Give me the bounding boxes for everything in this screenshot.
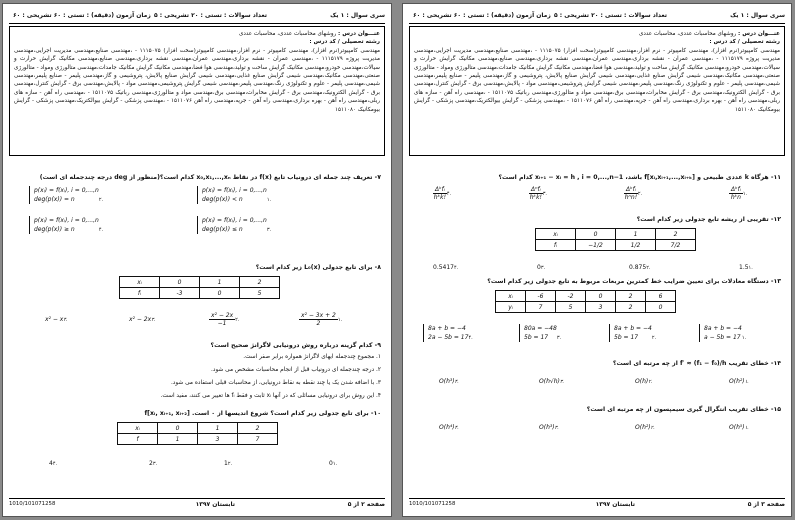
q15-option-1[interactable]: O(h⁵)۱. — [729, 424, 749, 431]
series-label: سری سوال : ۱ یک — [330, 12, 385, 19]
q7-option-4[interactable]: p(xᵢ) = f(xᵢ), i = 0,...,n deg(p(x)) ≥ n ۴. — [29, 216, 106, 234]
table-row: fᵢ -3 0 5 — [120, 288, 280, 299]
q15-option-2[interactable]: O(h²)۲. — [635, 424, 655, 431]
q11-option-2[interactable]: $\frac{\text{Δᵏfᵢ}}{\text{hⁿn!}}$ ۲. — [624, 186, 643, 201]
question-13: ۱۳- دستگاه معادلات برای تعیین ضرایب خط کمترین مربعات مربوط به تابع جدولی زیر کدام است؟ — [487, 278, 781, 285]
page-number: صفحه ۳ از ۵ — [747, 501, 785, 508]
question-7: ۷- تعریف چند جمله ای درونیاب تابع f(x) در نقاط x₀,x₁,...,xₙ کدام است؟(منظور از deg درجه چندجمله ای است) — [39, 174, 381, 181]
q13-option-2[interactable]: 8a + b = −4 5b = 17 ۲. — [609, 324, 659, 342]
q12-option-4[interactable]: 0.5417۴. — [433, 264, 459, 271]
q12-table — [535, 228, 696, 251]
table-row: xᵢ 0 1 2 — [118, 423, 278, 434]
q10-option-2[interactable]: 1۲. — [224, 460, 233, 467]
q13-option-4[interactable]: 8a + b = −4 2a − 5b = 17۴. — [423, 324, 476, 342]
exam-page-left — [2, 3, 392, 517]
page-header — [9, 12, 385, 24]
series-label: سری سوال : ۱ یک — [730, 12, 785, 19]
table-row: xᵢ -6 -2 0 2 6 — [496, 291, 676, 302]
questions-area — [9, 174, 385, 494]
field-list: مهندسی کامپیوتر(نرم افزار)، مهندسی کامپیوتر - نرم افزار،مهندسی کامپیوتر(سخت افزار) ۱۱۱۵۰۷۵ - ،مهندسی صنایع،مهندسی مدیریت اجرایی،مهندسی مدیریت پروژه ۱۱۱۵۱۷۹ - ،مهندسی عمران - نقشه برداری،مهندسی عمران،مهندسی نقشه برداری،مهندسی صنایع،مهندسی مکانیک گرایش حرارت و سیالات،مهندسی خودرو،مهندسی مکانیک گرایش ساخت و تولید،مهندسی هوا فضا،مهندسی مکانیک گرایش مکانیک جامدات،مهندسی متالورژی ومواد - متالورژی صنعتی،مهندسی مکانیک،مهندسی شیمی گرایش صنایع غذایی،مهندسی شیمی گرایش صنایع پالایش، پتروشیمی و گاز،مهندسی پلیمر - صنایع پلیمر،مهندسی شیمی،مهندسی پلیمر - علوم و تکنولوژی رنگ،مهندسی پلیمر،مهندسی شیمی گرایش پتروشیمی،مهندسی مواد - پالایش،مهندسی برق - گرایش کنترل،مهندسی برق - گرایش الکترونیک،مهندسی برق - گرایش مخابرات،مهندسی برق،مهندسی مواد و متالورژی،مهندسی رباتیک ۱۵۱۱۰۷۵ - ،مهندسی راه آهن - سازه های ریلی،مهندسی راه آهن - بهره برداری،مهندسی راه آهن - جریه،مهندسی راه آهن ۱۵۱۱۰۷۶ - ،مهندسی پزشکی - گرایش بیوالکتریک،مهندسی پزشکی - گرایش بیومکانیک ۱۵۱۱۰۸۰ — [414, 47, 781, 113]
course-title: روشهای محاسبات عددی، محاسبات عددی — [638, 31, 737, 37]
q10-option-4[interactable]: 4۴. — [49, 460, 58, 467]
question-8: ۸- برای تابع جدولی L₀(x) زیر کدام است؟ — [255, 264, 381, 271]
q9-option-4[interactable]: ۴. این روش برای درونیابی مسائلی که در آنها xᵢ ثابت و فقط fᵢ ها تغییر می کنند، مفید است. — [160, 393, 381, 399]
q13-option-1[interactable]: 8a + b = −4 a − 5b = 17۱. — [699, 324, 749, 342]
q14-option-4[interactable]: O(h³)۴. — [439, 378, 459, 385]
q13-option-3[interactable]: 80a = −48 5b = 17 ۳. — [519, 324, 564, 342]
field-list: مهندسی کامپیوتر(نرم افزار)، مهندسی کامپیوتر - نرم افزار،مهندسی کامپیوتر(سخت افزار) ۱۱۱۵۰۷۵ - ،مهندسی صنایع،مهندسی مدیریت اجرایی،مهندسی مدیریت پروژه ۱۱۱۵۱۷۹ - ،مهندسی عمران - نقشه برداری،مهندسی عمران،مهندسی نقشه برداری،مهندسی صنایع،مهندسی مکانیک گرایش حرارت و سیالات،مهندسی خودرو،مهندسی مکانیک گرایش ساخت و تولید،مهندسی هوا فضا،مهندسی مکانیک گرایش مکانیک جامدات،مهندسی متالورژی ومواد - متالورژی صنعتی،مهندسی مکانیک،مهندسی شیمی گرایش صنایع غذایی،مهندسی شیمی گرایش صنایع پالایش، پتروشیمی و گاز،مهندسی پلیمر - صنایع پلیمر،مهندسی شیمی،مهندسی پلیمر - علوم و تکنولوژی رنگ،مهندسی پلیمر،مهندسی شیمی گرایش پتروشیمی،مهندسی مواد - پالایش،مهندسی برق - گرایش کنترل،مهندسی برق - گرایش الکترونیک،مهندسی برق - گرایش مخابرات،مهندسی برق،مهندسی مواد و متالورژی،مهندسی رباتیک ۱۵۱۱۰۷۵ - ،مهندسی راه آهن - سازه های ریلی،مهندسی راه آهن - بهره برداری،مهندسی راه آهن - جریه،مهندسی راه آهن ۱۵۱۱۰۷۶ - ،مهندسی پزشکی - گرایش بیوالکتریک،مهندسی پزشکی - گرایش بیومکانیک ۱۵۱۱۰۸۰ — [14, 47, 381, 113]
field-label: رشته تحصیلی / کد درس : — [709, 39, 780, 46]
q14-option-2[interactable]: O(h)۲. — [635, 378, 653, 385]
exam-code: 1010/101071258 — [9, 501, 56, 507]
q7-option-2[interactable]: p(xᵢ) = f(xᵢ), i = 0,...,n deg(p(x)) = n ۲. — [29, 186, 106, 204]
table-row: xᵢ 0 1 2 — [120, 277, 280, 288]
course-title: روشهای محاسبات عددی، محاسبات عددی — [238, 31, 337, 37]
course-info — [9, 26, 385, 156]
course-title-label: عنـــوان درس : — [338, 31, 380, 37]
table-row: yᵢ 7 5 3 2 0 — [496, 302, 676, 313]
q9-option-3[interactable]: ۳. با اضافه شدن یک یا چند نقطه به نقاط درونیابی، از محاسبات قبلی استفاده می شود. — [170, 380, 381, 386]
questions-area — [409, 174, 785, 494]
q11-option-1[interactable]: $\frac{\text{Δᵏfᵢ}}{\text{hᵏn}}$ ۱. — [730, 186, 748, 201]
q8-option-3[interactable]: x² − 2x۳. — [129, 316, 156, 323]
exam-time: زمان آزمون (دقیقه) : تستی : ۶۰ تشریحی : ۶۰ — [13, 12, 151, 19]
q12-option-1[interactable]: 1.5۱. — [739, 264, 753, 271]
q8-table — [119, 276, 280, 299]
question-10: ۱۰- برای تابع جدولی زیر کدام است؟ شروع اندیسها از ۰ است. f[xᵢ, xᵢ₊₁, xᵢ₊₂] — [144, 410, 381, 417]
question-12: ۱۲- تقریبی از ریشه تابع جدولی زیر کدام است؟ — [636, 216, 781, 223]
exam-code: 1010/101071258 — [409, 501, 456, 507]
q10-option-1[interactable]: 0۱. — [329, 460, 338, 467]
table-row: fᵢ −1/2 1/2 7/2 — [536, 240, 696, 251]
field-label: رشته تحصیلی / کد درس : — [309, 39, 380, 46]
q7-option-3[interactable]: p(xᵢ) = f(xᵢ), i = 0,...,n deg(p(x)) ≤ n ۳. — [197, 216, 274, 234]
q15-option-3[interactable]: O(h³)۳. — [539, 424, 559, 431]
q8-option-1[interactable]: $\frac{\text{x² − 3x + 2}}{2}$ ۱. — [301, 312, 343, 327]
exam-page-right — [402, 3, 792, 517]
q9-option-1[interactable]: ۱. مجموع چندجمله ایهای لاگرانژ همواره برابر صفر است. — [243, 354, 381, 360]
question-14: ۱۴- خطای تقریب f′ ≈ (f₁ − f₀)/h از چه مرتبه ای است؟ — [612, 360, 781, 367]
q9-option-2[interactable]: ۲. درجه چندجمله ای درونیاب قبل از انجام محاسبات مشخص می شود. — [211, 367, 381, 373]
question-9: ۹- کدام گزینه درباره روش درونیابی لاگرانژ صحیح است؟ — [210, 342, 381, 349]
table-row: f 1 3 7 — [118, 434, 278, 445]
q8-option-4[interactable]: x² − x۴. — [45, 316, 68, 323]
q7-option-1[interactable]: p(xᵢ) = f(xᵢ), i = 0,...,n deg(p(x)) < n ۱. — [197, 186, 274, 204]
page-number: صفحه ۲ از ۵ — [347, 501, 385, 508]
q8-option-2[interactable]: $\frac{\text{x² − 2x}}{-1}$ ۲. — [211, 312, 240, 327]
page-header — [409, 12, 785, 24]
course-title-label: عنـــوان درس : — [738, 31, 780, 37]
q12-option-2[interactable]: 0.875۲. — [629, 264, 651, 271]
page-footer — [9, 498, 385, 510]
question-count: تعداد سوالات : تستی : ۲۰ تشریحی : ۵ — [554, 12, 667, 19]
q13-table — [495, 290, 676, 313]
q10-table — [117, 422, 278, 445]
q11-option-4[interactable]: $\frac{\text{Δᵏfᵢ}}{\text{hᵏk!}}$ ۴. — [433, 186, 452, 201]
question-11: ۱۱- هرگاه k عددی طبیعی و f[xᵢ,xᵢ₊₁,...,xᵢ₊ₖ] باشد، xᵢ₊₁ − xᵢ = h , i = 0,...,n−1 کدام است؟ — [498, 174, 781, 181]
question-count: تعداد سوالات : تستی : ۲۰ تشریحی : ۵ — [154, 12, 267, 19]
q10-option-3[interactable]: 2۳. — [149, 460, 158, 467]
q11-option-3[interactable]: $\frac{\text{Δⁿfᵢ}}{\text{hᵏk!}}$ ۳. — [529, 186, 547, 201]
exam-time: زمان آزمون (دقیقه) : تستی : ۶۰ تشریحی : ۶۰ — [413, 12, 551, 19]
exam-term: تابستان ۱۳۹۷ — [195, 501, 235, 508]
q12-option-3[interactable]: 0۳. — [537, 264, 546, 271]
course-info — [409, 26, 785, 156]
exam-term: تابستان ۱۳۹۷ — [595, 501, 635, 508]
table-row: xᵢ 0 1 2 — [536, 229, 696, 240]
question-15: ۱۵- خطای تقریب انتگرال گیری سیمپسون از چه مرتبه ای است؟ — [586, 406, 781, 413]
q14-option-1[interactable]: O(h²)۱. — [729, 378, 749, 385]
page-footer — [409, 498, 785, 510]
q15-option-4[interactable]: O(h⁴)۴. — [439, 424, 459, 431]
q14-option-3[interactable]: O(h√h)۳. — [539, 378, 565, 385]
